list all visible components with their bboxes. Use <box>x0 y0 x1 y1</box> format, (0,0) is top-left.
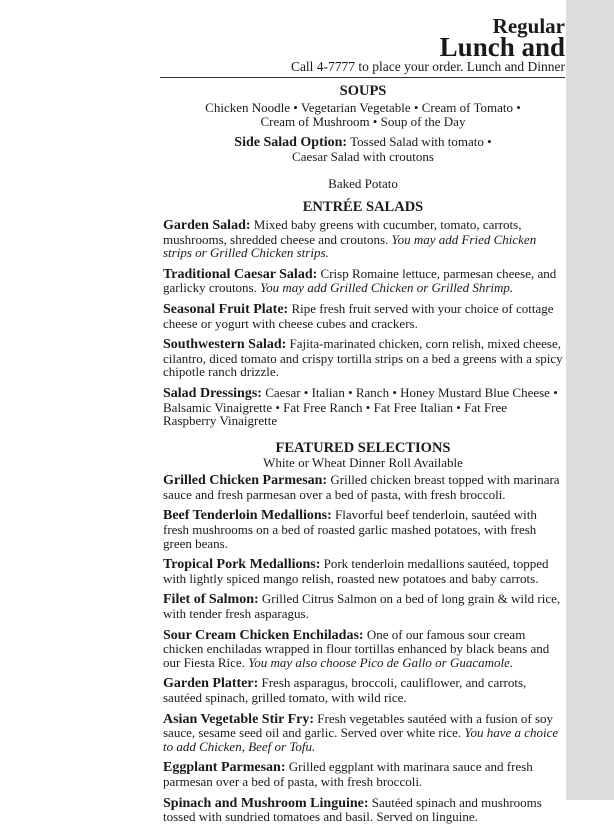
menu-item-note: You have a choice to add Chicken, Beef or Tofu. <box>163 725 559 754</box>
menu-item-description: Grilled chicken breast topped with marinara sauce and fresh parmesan over a bed of pasta, with fresh broccoli. <box>163 472 560 502</box>
menu-item-description: One of our famous sour cream chicken enchiladas wrapped in flour tortillas enhanced by black beans and our Fiesta Rice. <box>163 626 550 670</box>
menu-item <box>163 712 563 754</box>
menu-item <box>163 557 563 585</box>
menu-item-description: Ripe fresh fruit served with your choice of cottage cheese or yogurt with cheese cubes and crackers. <box>163 300 554 331</box>
side-salad-text: Tossed Salad with tomato • <box>350 134 492 150</box>
salads-list <box>163 218 563 428</box>
menu-content <box>163 83 563 831</box>
menu-item <box>163 592 563 620</box>
header-divider <box>160 77 565 78</box>
menu-item-description: Crisp Romaine lettuce, parmesan cheese, and garlicky croutons. <box>163 265 557 296</box>
menu-item-description: Pork tenderloin medallions sautéed, topped with lightly spiced mango relish, roasted new potatoes and baby carrots. <box>163 556 549 586</box>
menu-item-name: Grilled Chicken Parmesan: <box>163 473 328 489</box>
side-salad-text: Caesar Salad with croutons <box>292 148 434 164</box>
menu-item <box>163 218 563 260</box>
menu-item-description: Fajita-marinated chicken, corn relish, mixed cheese, cilantro, diced tomato and crispy tortilla strips on a bed a greens with a spicy chipotle ranch drizzle. <box>163 336 563 380</box>
menu-item-name: Beef Tenderloin Medallions: <box>163 508 332 524</box>
side-salad-option <box>163 135 563 150</box>
menu-item-description: Fresh asparagus, broccoli, cauliflower, and carrots, sautéed spinach, grilled tomato, with wild rice. <box>163 675 527 705</box>
menu-item-name: Sour Cream Chicken Enchiladas: <box>163 627 364 643</box>
menu-item-name: Garden Salad: <box>163 217 251 233</box>
entree-salads-heading: ENTRÉE SALADS <box>302 198 424 215</box>
call-instructions: Call 4-7777 to place your order. Lunch and Dinner <box>290 59 565 74</box>
menu-item-note: You may add Grilled Chicken or Grilled Shrimp. <box>260 280 514 296</box>
menu-item-name: Traditional Caesar Salad: <box>163 266 318 282</box>
featured-heading: FEATURED SELECTIONS <box>275 439 451 456</box>
menu-item-name: Tropical Pork Medallions: <box>163 557 321 573</box>
soups-line: Chicken Noodle • Vegetarian Vegetable • Cream of Tomato • <box>205 100 521 115</box>
scan-edge <box>566 0 614 800</box>
menu-item <box>163 796 563 824</box>
baked-potato: Baked Potato <box>328 176 398 192</box>
menu-item-name: Asian Vegetable Stir Fry: <box>163 711 315 727</box>
menu-item <box>163 760 563 788</box>
featured-subheading: White or Wheat Dinner Roll Available <box>263 454 463 470</box>
menu-item-description: Grilled eggplant with marinara sauce and fresh parmesan over a bed of pasta, with fresh broccoli. <box>163 759 533 789</box>
menu-title-line2: Lunch and <box>439 32 565 62</box>
menu-item-name: Salad Dressings: <box>163 385 262 401</box>
menu-item-note: You may also choose Pico de Gallo or Guacamole. <box>248 654 514 670</box>
menu-item-name: Garden Platter: <box>163 676 259 692</box>
menu-title-line1: Regular <box>492 14 565 38</box>
menu-item-name: Eggplant Parmesan: <box>163 760 286 776</box>
menu-item <box>163 676 563 704</box>
menu-item-name: Seasonal Fruit Plate: <box>163 301 289 317</box>
menu-item-name: Filet of Salmon: <box>163 592 259 608</box>
menu-item-name: Southwestern Salad: <box>163 337 287 353</box>
menu-item <box>163 267 563 295</box>
menu-item <box>163 508 563 550</box>
menu-item-description: Mixed baby greens with cucumber, tomato, carrots, mushrooms, shredded cheese and croutons. <box>163 216 522 247</box>
menu-item-description: Flavorful beef tenderloin, sautéed with fresh mushrooms on a bed of roasted garlic mashed potatoes, with fresh green beans. <box>163 507 537 551</box>
menu-item <box>163 628 563 670</box>
menu-item <box>163 337 563 379</box>
menu-item-description: Sautéed spinach and mushrooms tossed with sundried tomatoes and basil. Served on linguine. <box>163 794 542 825</box>
soups-heading: SOUPS <box>339 83 387 99</box>
soups-line: Cream of Mushroom • Soup of the Day <box>260 113 466 129</box>
menu-item-name: Spinach and Mushroom Linguine: <box>163 795 369 811</box>
menu-item-note: You may add Fried Chicken strips or Grilled Chicken strips. <box>163 231 537 261</box>
menu-item <box>163 473 563 501</box>
menu-item-description: Caesar • Italian • Ranch • Honey Mustard Blue Cheese • Balsamic Vinaigrette • Fat Free Ranch • Fat Free Italian • Fat Free Raspberry Vinaigrette <box>163 384 558 429</box>
menu-item-description: Grilled Citrus Salmon on a bed of long grain & wild rice, with tender fresh asparagus. <box>163 591 561 622</box>
side-salad-label: Side Salad Option: <box>234 135 348 151</box>
menu-item-description: Fresh vegetables sautéed with a fusion of soy sauce, sesame seed oil and garlic. Served over white rice. <box>163 710 554 741</box>
featured-list <box>163 473 563 823</box>
menu-item <box>163 302 563 330</box>
menu-item <box>163 386 563 428</box>
